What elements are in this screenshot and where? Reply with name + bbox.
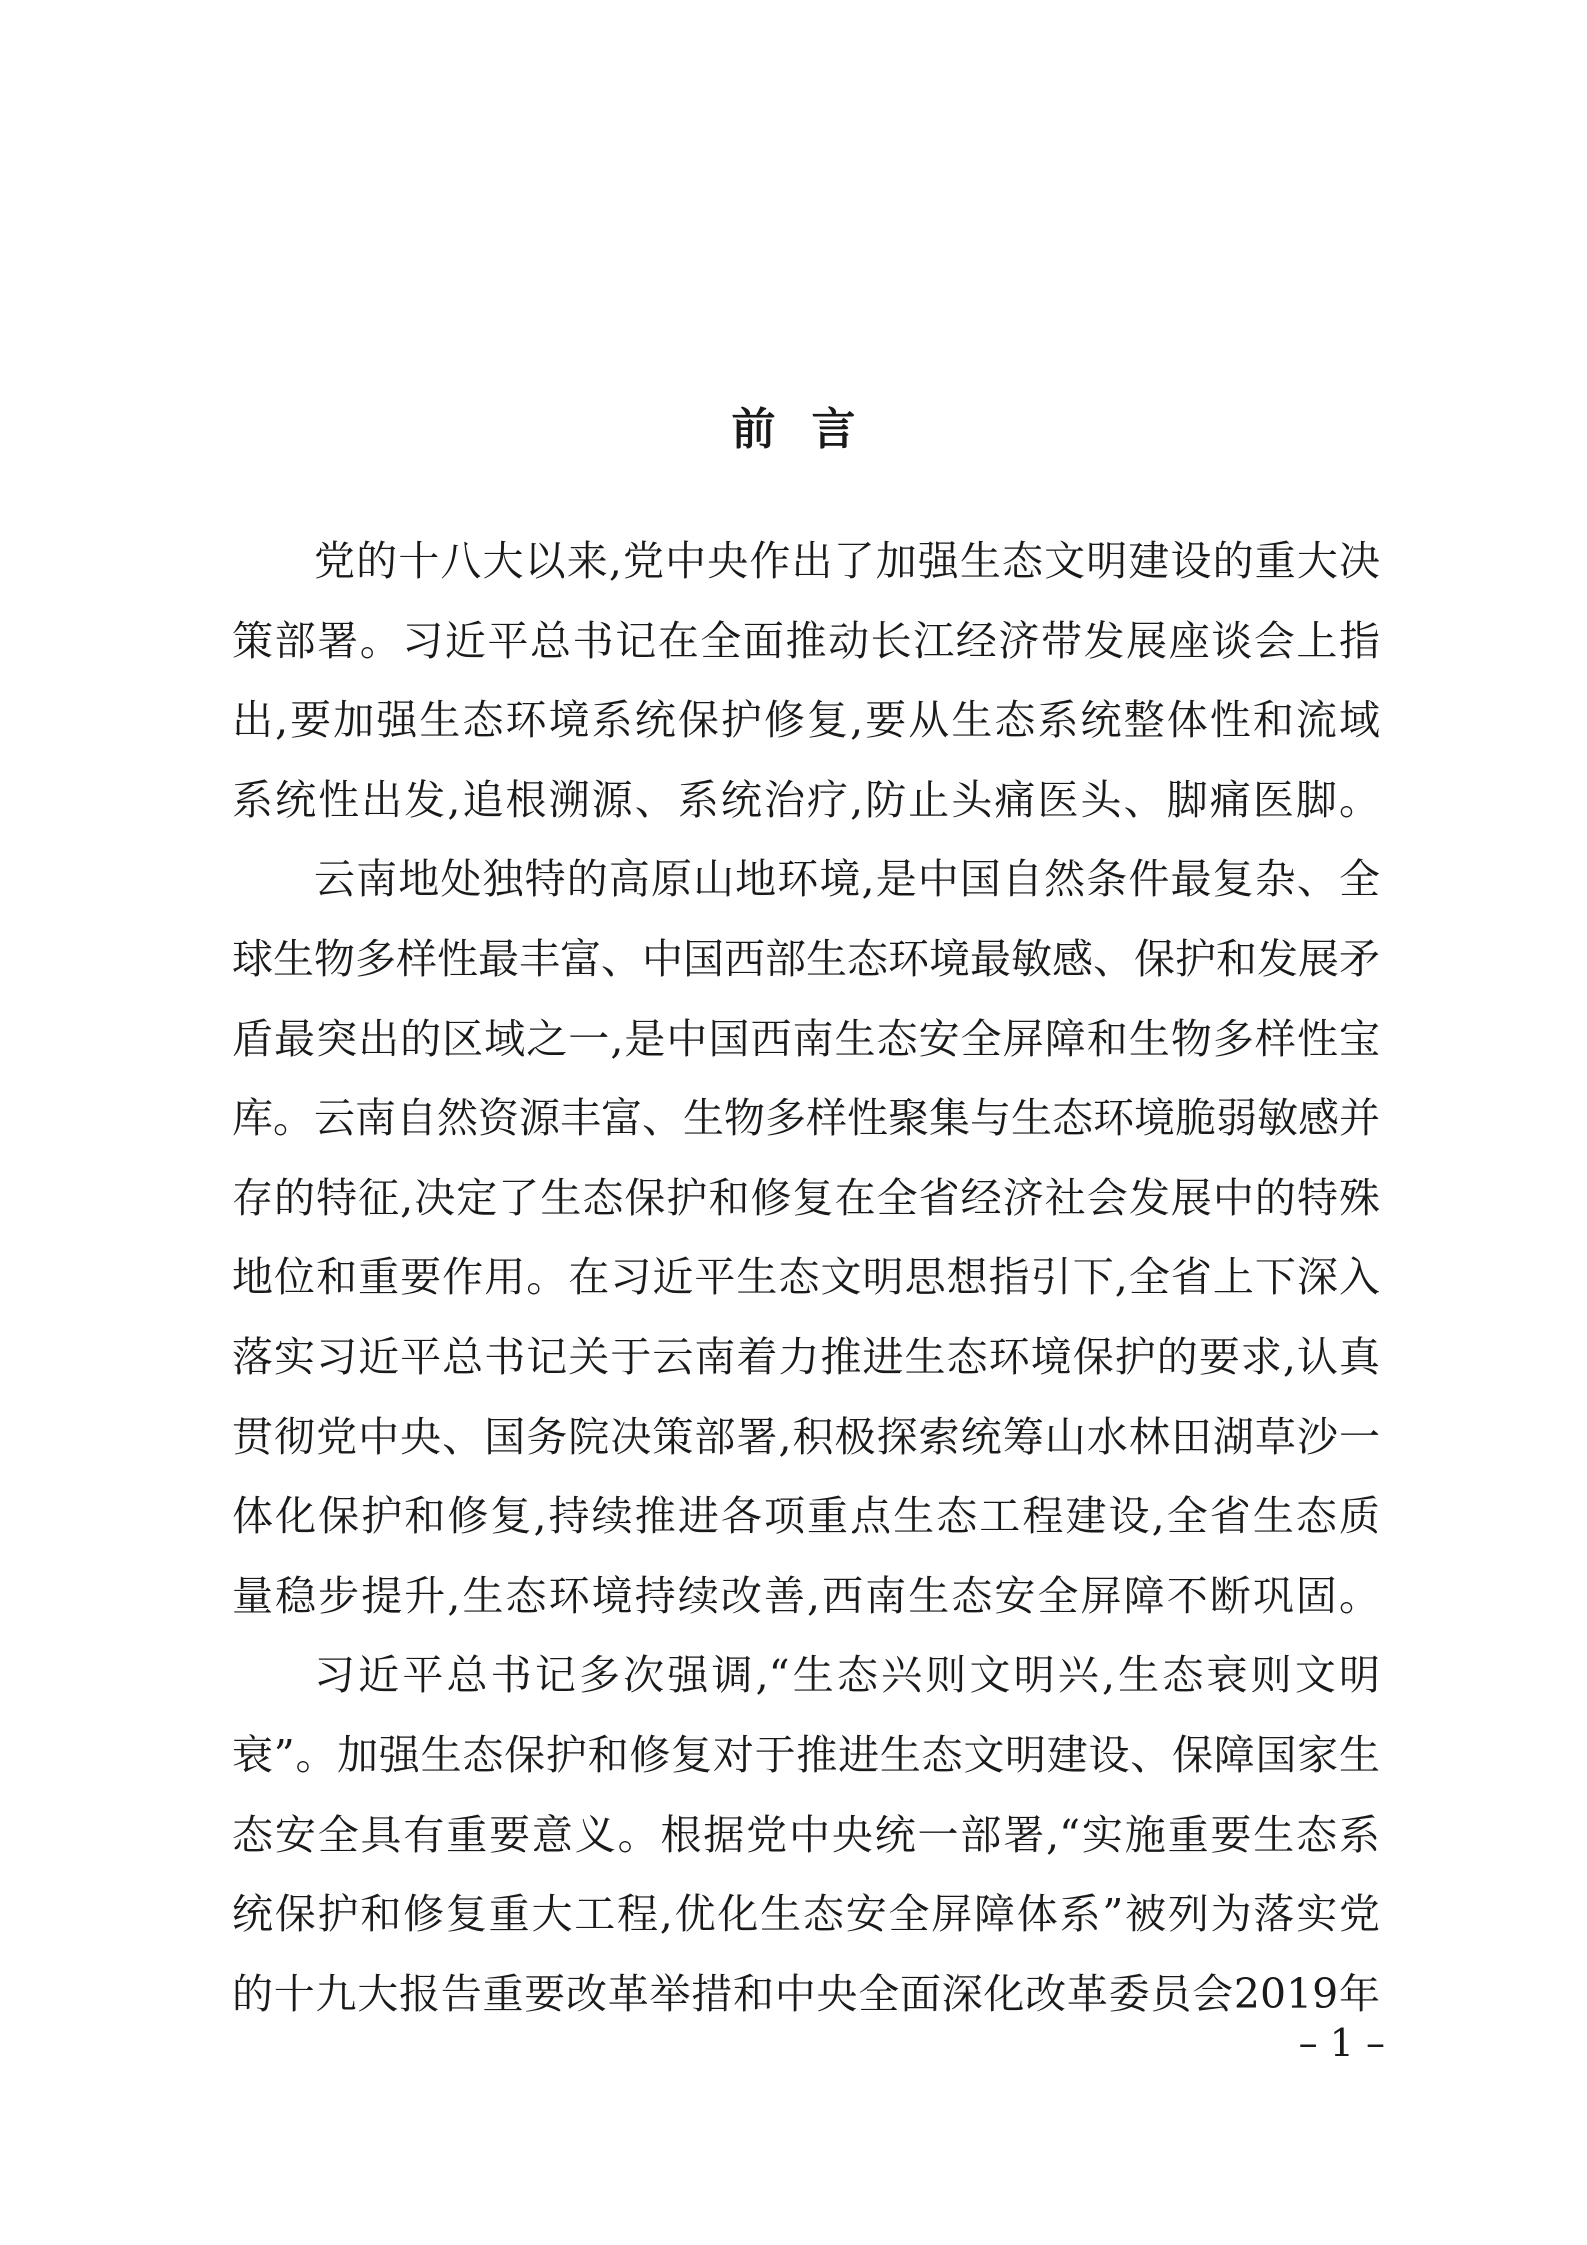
paragraph-3-line-3: 态安全具有重要意义。根据党中央统一部署,“实施重要生态系 [232,1810,1380,1859]
paragraph-2-line-3: 盾最突出的区域之一,是中国西南生态安全屏障和生物多样性宝 [232,1014,1380,1063]
paragraph-2-line-2: 球生物多样性最丰富、中国西部生态环境最敏感、保护和发展矛 [232,934,1380,983]
paragraph-2-line-1: 云南地处独特的高原山地环境,是中国自然条件最复杂、全 [314,855,1380,904]
paragraph-1-line-4: 系统性出发,追根溯源、系统治疗,防止头痛医头、脚痛医脚。 [232,775,1380,824]
body-text [232,522,1380,2034]
page-title: 前言 [731,404,892,455]
paragraph-3-line-5: 的十九大报告重要改革举措和中央全面深化改革委员会2019年 [232,1969,1380,2018]
paragraph-2-line-10: 量稳步提升,生态环境持续改善,西南生态安全屏障不断巩固。 [232,1571,1380,1620]
paragraph-2-line-9: 体化保护和修复,持续推进各项重点生态工程建设,全省生态质 [232,1492,1380,1541]
paragraph-2-line-7: 落实习近平总书记关于云南着力推进生态环境保护的要求,认真 [232,1332,1380,1381]
paragraph-2-line-8: 贯彻党中央、国务院决策部署,积极探索统筹山水林田湖草沙一 [232,1412,1380,1461]
paragraph-1-line-3: 出,要加强生态环境系统保护修复,要从生态系统整体性和流域 [232,696,1380,745]
paragraph-3-line-1: 习近平总书记多次强调,“生态兴则文明兴,生态衰则文明 [314,1651,1380,1700]
paragraph-3-line-4: 统保护和修复重大工程,优化生态安全屏障体系”被列为落实党 [232,1890,1380,1939]
paragraph-2-line-4: 库。云南自然资源丰富、生物多样性聚集与生态环境脆弱敏感并 [232,1094,1380,1143]
page-number: – 1 – [1298,2021,1385,2065]
paragraph-2-line-6: 地位和重要作用。在习近平生态文明思想指引下,全省上下深入 [232,1253,1380,1302]
paragraph-2-line-5: 存的特征,决定了生态保护和修复在全省经济社会发展中的特殊 [232,1173,1380,1222]
paragraph-1-line-2: 策部署。习近平总书记在全面推动长江经济带发展座谈会上指 [232,616,1380,665]
paragraph-1-line-1: 党的十八大以来,党中央作出了加强生态文明建设的重大决 [314,537,1380,585]
paragraph-3-line-2: 衰”。加强生态保护和修复对于推进生态文明建设、保障国家生 [232,1730,1380,1779]
